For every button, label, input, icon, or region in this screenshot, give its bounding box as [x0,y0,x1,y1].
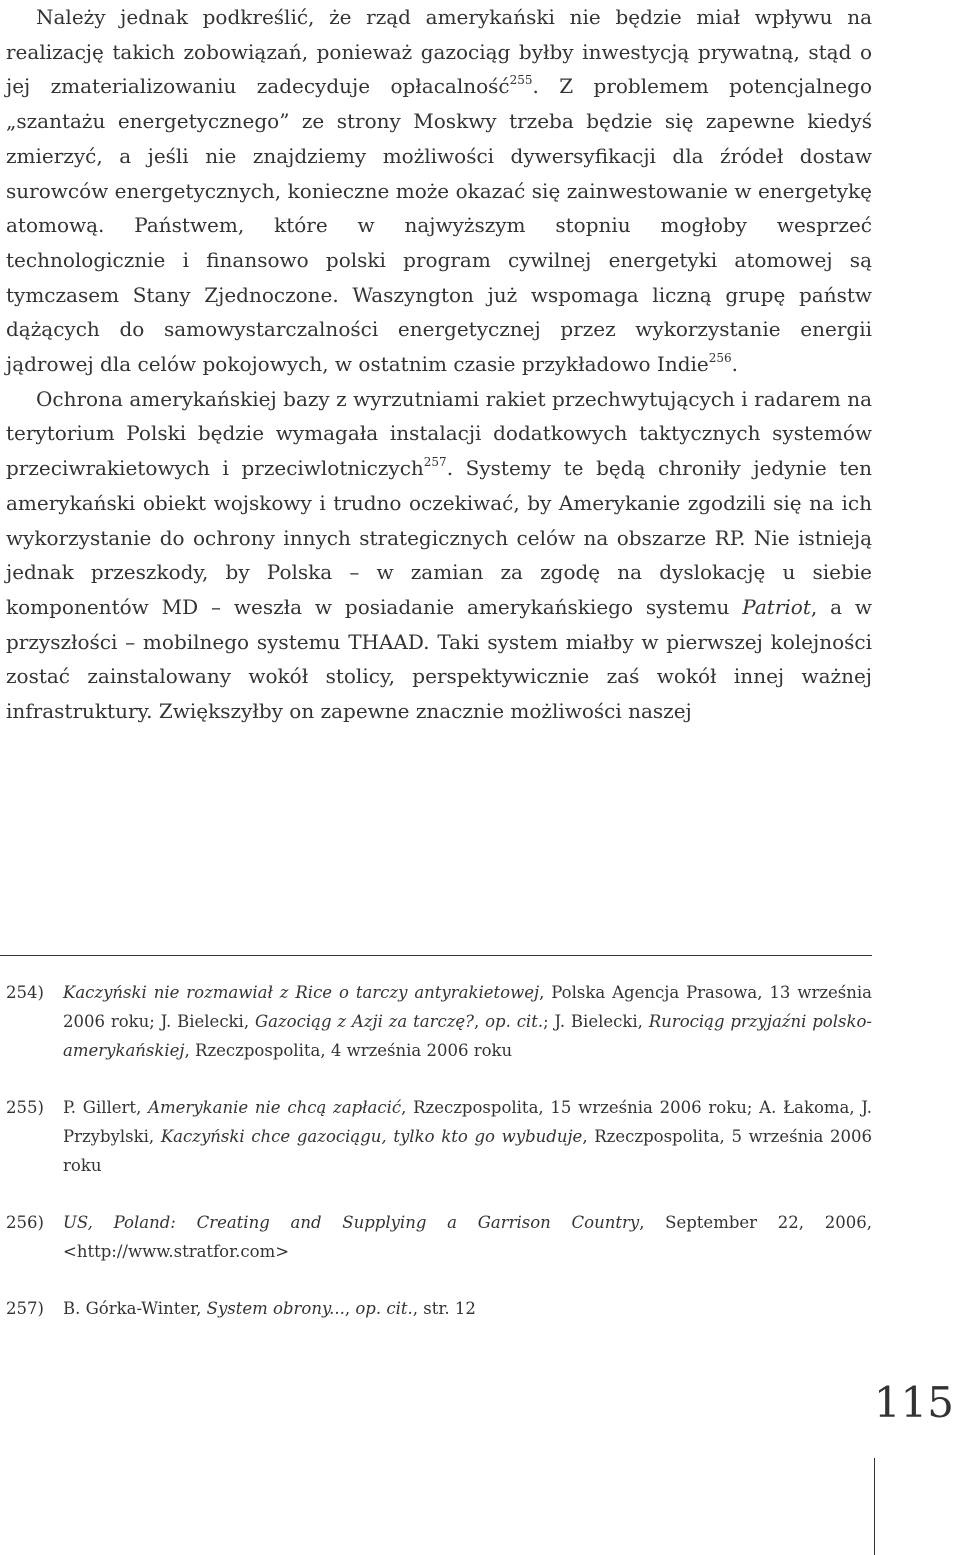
footnote-separator [0,955,872,956]
footnote-text: , Polska Agencja Prasowa, 13 września 2006 roku; J. Bielecki, [63,983,872,1031]
paragraph-1-text-a: Należy jednak podkreślić, że rząd amerykański nie będzie miał wpływu na realizację takich zobowiązań, ponieważ gazociąg byłby inwestycją prywatną, stąd o jej zmaterializowaniu zadecyduje opłacalność [6,5,872,99]
footnote-number: 255) [6,1098,44,1117]
page-number: 115 [873,1378,954,1427]
footnote-title: Amerykanie nie chcą zapłacić [148,1098,402,1117]
footnote-text: P. Gillert, [63,1098,149,1117]
footnote-title: Kaczyński chce gazociągu, tylko kto go wybuduje [160,1127,583,1146]
main-text [6,0,872,729]
footnote-title: Kaczyński nie rozmawiał z Rice o tarczy antyrakietowej [63,983,540,1002]
footnote-title: Rurociąg przyjaźni polsko-amerykańskiej [63,1012,872,1060]
footnote-text: , Rzeczpospolita, 15 września 2006 roku; A. Łakoma, J. Przybylski, [63,1098,872,1146]
footnote-number: 257) [6,1299,44,1318]
footnote-text: , September 22, 2006, <http://www.stratfor.com> [63,1213,872,1261]
footnote-text: , [344,1299,356,1318]
paragraph-1 [6,0,872,382]
footnote-257 [6,1294,872,1323]
page-number-rule [874,1458,875,1555]
footnote-citation: op. cit. [485,1012,544,1031]
footnote-text: , Rzeczpospolita, 5 września 2006 roku [63,1127,872,1175]
footnote-ref-257[interactable]: 257 [423,455,447,470]
footnote-text: , str. 12 [412,1299,476,1318]
footnote-title: Gazociąg z Azji za tarczę? [254,1012,475,1031]
footnote-text: , [474,1012,486,1031]
footnote-ref-256[interactable]: 256 [708,351,732,366]
paragraph-2-text-c: , a w przyszłości – mobilnego systemu THAAD. Taki system miałby w pierwszej kolejności zostać zainstalowany wokół stolicy, perspektywicznie zaś wokół innej ważnej infrastruktury. Zwiększyłby on zapewne znacznie możliwości naszej [6,594,872,724]
footnotes [6,978,872,1351]
paragraph-1-text-c: . [731,352,738,377]
footnote-text: , Rzeczpospolita, 4 września 2006 roku [184,1041,513,1060]
footnote-text: ; J. Bielecki, [543,1012,649,1031]
paragraph-1-text-b: . Z problemem potencjalnego „szantażu energetycznego” ze strony Moskwy trzeba będzie się zapewne kiedyś zmierzyć, a jeśli nie znajdziemy możliwości dywersyfikacji dla źródeł dostaw surowców energetycznych, konieczne może okazać się zainwestowanie w energetykę atomową. Państwem, które w najwyższym stopniu mogłoby wesprzeć technologicznie i finansowo polski program cywilnej energetyki atomowej są tymczasem Stany Zjednoczone. Waszyngton już wspomaga liczną grupę państw dążących do samowystarczalności energetycznej przez wykorzystanie energii jądrowej dla celów pokojowych, w ostatnim czasie przykładowo Indie [6,74,872,377]
footnote-ref-255[interactable]: 255 [509,73,533,88]
footnote-number: 254) [6,983,44,1002]
paragraph-2-italic-patriot: Patriot [742,594,811,619]
footnote-title: System obrony... [206,1299,345,1318]
footnote-number: 256) [6,1213,44,1232]
paragraph-2-text-b: . Systemy te będą chroniły jedynie ten amerykański obiekt wojskowy i trudno oczekiwać, by Amerykanie zgodzili się na ich wykorzystanie do ochrony innych strategicznych celów na obszarze RP. Nie istnieją jednak przeszkody, by Polska – w zamian za zgodę na dyslokację u siebie komponentów MD – weszła w posiadanie amerykańskiego systemu [6,456,872,619]
paragraph-2-text-a: Ochrona amerykańskiej bazy z wyrzutniami rakiet przechwytujących i radarem na terytorium Polski będzie wymagała instalacji dodatkowych taktycznych systemów przeciwrakietowych i przeciwlotniczych [6,386,872,481]
footnote-title: US, Poland: Creating and Supplying a Garrison Country [63,1213,640,1232]
footnote-254 [6,978,872,1065]
footnote-255 [6,1093,872,1180]
footnote-citation: op. cit. [355,1299,413,1318]
footnote-text: B. Górka-Winter, [63,1299,207,1318]
footnote-256 [6,1208,872,1266]
paragraph-2 [6,382,872,729]
